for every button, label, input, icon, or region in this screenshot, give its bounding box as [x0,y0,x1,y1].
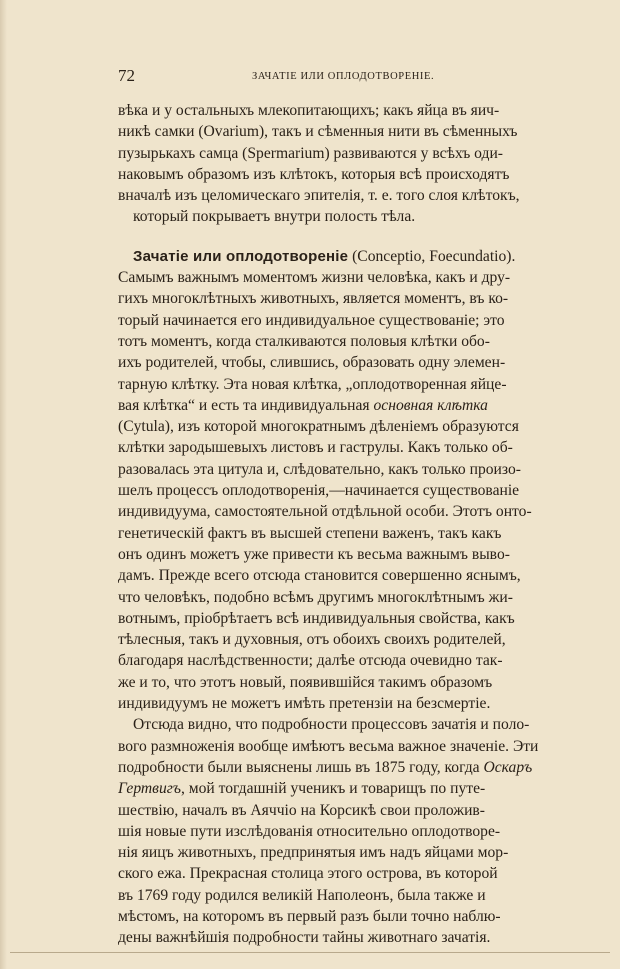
text-line: ихъ родителей, чтобы, слившись, образовать одну элемен- [118,354,506,372]
section-heading: Зачатіе или оплодотвореніе [133,247,349,265]
italic-term: основная клѣтка [373,396,488,414]
text-line: тарную клѣтку. Эта новая клѣтка, „оплодотворенная яйце- [118,375,507,393]
text-line: ского ежа. Прекрасная столица этого острова, въ которой [118,865,498,883]
text-line: въ 1769 году родился великій Наполеонъ, была также и [118,886,486,904]
text-line: генетическій фактъ въ высшей степени важенъ, такъ какъ [118,524,502,542]
text-line: никѣ самки (Ovarium), такъ и сѣменныя нити въ сѣменныхъ [118,123,518,141]
text-line [118,778,550,799]
text-line: благодаря наслѣдственности; далѣе отсюда очевидно так- [118,652,503,670]
text-line: Самымъ важнымъ моментомъ жизни человѣка, какъ и дру- [118,269,511,287]
text-line: тотъ моментъ, когда сталкиваются половыя клѣтки обо- [118,332,490,350]
text-line: онъ одинъ можетъ уже привести къ весьма важнымъ выво- [118,545,510,563]
text-line: нія яицъ животныхъ, предпринятыя имъ надъ яйцами мор- [118,844,509,862]
text-line: гихъ многоклѣтныхъ животныхъ, является моментъ, въ ко- [118,290,509,308]
text-line: тѣлесныя, такъ и духовныя, отъ обоихъ своихъ родителей, [118,631,506,649]
section-heading-line [133,246,550,267]
paragraph-ovaries [118,100,550,228]
text-line: дены важнѣйшія подробности тайны животнаго зачатія. [118,929,491,947]
page-body [118,100,550,949]
paragraph-gap [118,228,550,246]
section-conception [118,246,550,715]
text-line: (Cytula), изъ которой многократнымъ дѣленіемъ образуются [118,418,519,436]
text-line: что человѣкъ, подобно всѣмъ другимъ многоклѣтнымъ жи- [118,588,513,606]
text-line: индивидуумъ не можетъ имѣть претензіи на безсмертіе. [118,695,491,713]
paragraph-hertwig [118,714,550,948]
text-line: который покрываетъ внутри полость тѣла. [133,208,416,226]
page-header [118,66,550,90]
text-line: разовалась эта цитула и, слѣдовательно, какъ только произо- [118,460,521,478]
text-line: наковымъ образомъ изъ клѣтокъ, которыя всѣ происходятъ [118,165,510,183]
text-line: индивидуума, самостоятельной отдѣльной особи. Этотъ онто- [118,503,532,521]
text-line: торый начинается его индивидуальное существованіе; это [118,311,505,329]
text-line: шествію, началъ въ Аяччіо на Корсикѣ свои проложив- [118,801,485,819]
text-line: же и то, что этотъ новый, появившійся такимъ образомъ [118,673,493,691]
text-fragment: вая клѣтка“ и есть та индивидуальная [118,396,374,414]
text-line: шелъ процессъ оплодотворенія,—начинается существованіе [118,482,520,500]
text-line: шія новые пути изслѣдованія относительно оплодотворе- [118,822,501,840]
text-line: вотнымъ, пріобрѣтаетъ всѣ индивидуальныя свойства, какъ [118,609,515,627]
section-heading-latin: (Conceptio, Foecundatio). [348,247,516,265]
text-fragment: подробности были выяснены лишь въ 1875 году, когда [118,758,484,776]
text-fragment: , мой тогдашній ученикъ и товарищъ по путе- [180,780,486,798]
italic-name: Гертвигъ [118,780,181,798]
page-number: 72 [118,66,135,85]
italic-name: Оскаръ [483,758,533,776]
page-edge-shadow [0,0,7,969]
text-line: вначалѣ изъ целомическаго эпителія, т. е. того слоя клѣтокъ, [118,187,520,205]
running-title: ЗАЧАТІЕ ИЛИ ОПЛОДОТВОРЕНІЕ. [252,71,435,82]
text-line [118,395,550,416]
text-line [118,757,550,778]
text-line: клѣтки зародышевыхъ листовъ и гаструлы. Какъ только об- [118,439,513,457]
text-line: мѣстомъ, на которомъ въ первый разъ были точно наблю- [118,907,501,925]
text-line: вѣка и у остальныхъ млекопитающихъ; какъ яйца въ яич- [118,102,500,119]
text-line: дамъ. Прежде всего отсюда становится совершенно яснымъ, [118,567,521,585]
text-line: пузырькахъ самца (Spermarium) развиваются у всѣхъ оди- [118,144,503,162]
bottom-edge-rule [10,952,610,953]
text-line: Отсюда видно, что подробности процессовъ зачатія и поло- [133,716,530,734]
text-line: вого размноженія вообще имѣютъ весьма важное значеніе. Эти [118,737,539,755]
